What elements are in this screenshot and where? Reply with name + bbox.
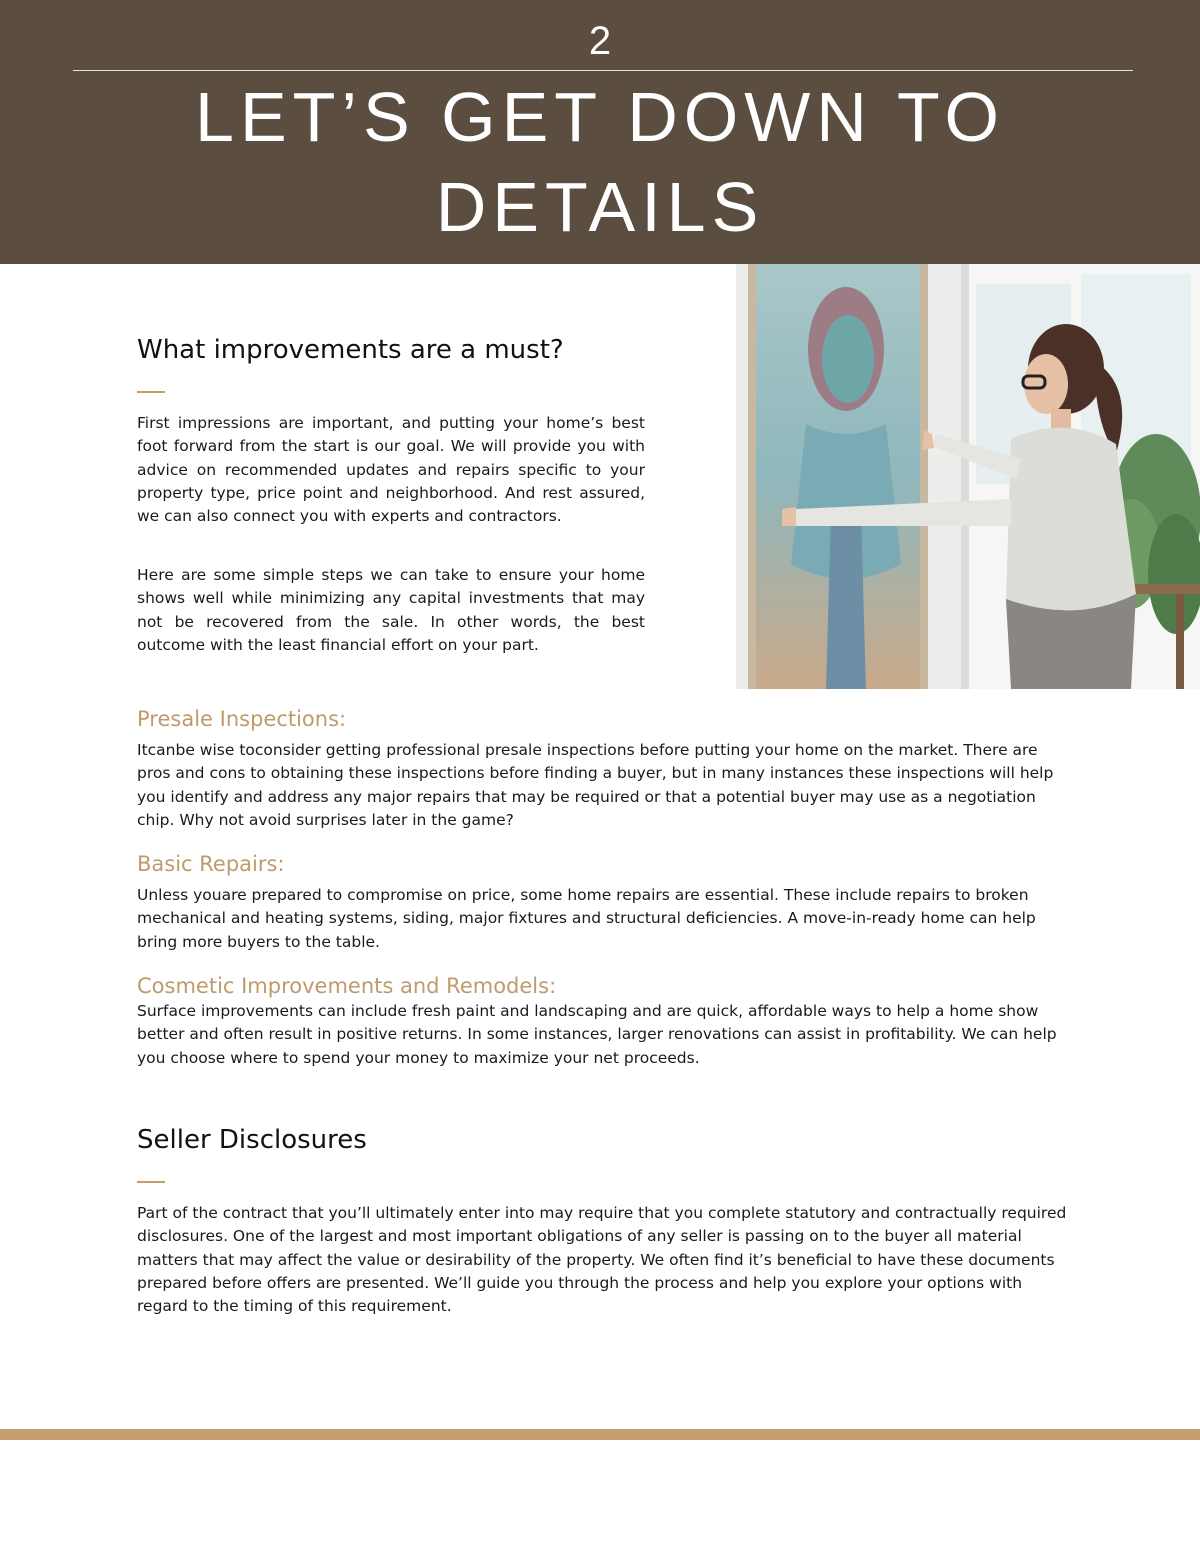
header-band: [0, 0, 1200, 264]
basic-repairs-heading: Basic Repairs:: [137, 852, 285, 876]
page-number: 2: [588, 19, 612, 63]
cosmetic-improvements-body: Surface improvements can include fresh paint and landscaping and are quick, affordable ways to help a home show better and often result in positive returns. In some instances, larger renovations can assist in profitability. We can help you choose where to spend your money to maximize your net proceeds.: [137, 1002, 1057, 1067]
disclosures-accent-dash: [137, 1181, 165, 1183]
seller-disclosures-heading: Seller Disclosures: [137, 1125, 367, 1155]
seller-disclosures-body: Part of the contract that you’ll ultimately enter into may require that you complete statutory and contractually required disclosures. One of the largest and most important obligations of any seller is passing on to the buyer all material matters that may affect the value or desirability of the property. We often find it’s beneficial to have these documents prepared before offers are presented. We’ll guide you through the process and help you explore your options with regard to the timing of this requirement.: [137, 1204, 1067, 1316]
header-divider: [73, 70, 1133, 71]
cosmetic-improvements-heading: Cosmetic Improvements and Remodels:: [137, 974, 557, 998]
basic-repairs-body: Unless youare prepared to compromise on price, some home repairs are essential. These include repairs to broken mechanical and heating systems, siding, major fixtures and structural deficiencies. A move-in-ready home can help bring more buyers to the table.: [137, 886, 1036, 951]
presale-inspections-body: Itcanbe wise toconsider getting professional presale inspections before putting your home on the market. There are pros and cons to obtaining these inspections before finding a buyer, but in many instances these inspections will help you identify and address any major repairs that may be required or that a potential buyer may use as a negotiation chip. Why not avoid surprises later in the game?: [137, 741, 1054, 829]
improvements-heading: What improvements are a must?: [137, 335, 564, 365]
woman-hanging-painting-photo: [736, 264, 1200, 689]
improvements-paragraph-2: Here are some simple steps we can take to ensure your home shows well while minimizing any capital investments that may not be recovered from the sale. In other words, the best outcome with the least financial effort on your part.: [137, 566, 645, 654]
page-title: LET’S GET DOWN TO DETAILS: [195, 78, 1005, 246]
improvements-accent-dash: [137, 391, 165, 393]
improvements-paragraph-1: First impressions are important, and putting your home’s best foot forward from the start is our goal. We will provide you with advice on recommended updates and repairs specific to your property type, price point and neighborhood. And rest assured, we can also connect you with experts and contractors.: [137, 414, 645, 526]
presale-inspections-heading: Presale Inspections:: [137, 707, 347, 731]
footer-accent-bar: [0, 1429, 1200, 1440]
